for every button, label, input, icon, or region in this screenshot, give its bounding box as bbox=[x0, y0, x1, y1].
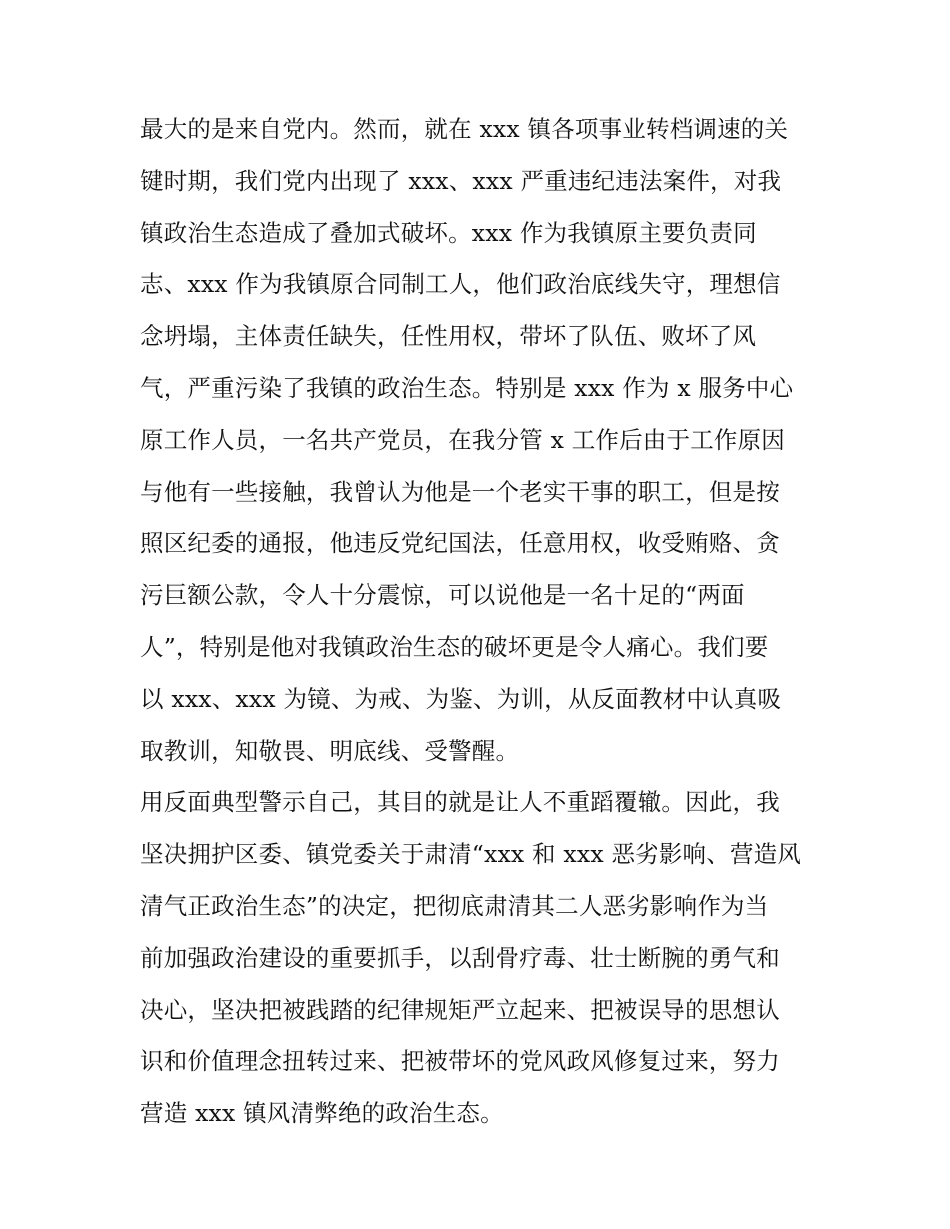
text-line: 人”，特别是他对我镇政治生态的破坏更是令人痛心。我们要 bbox=[140, 632, 769, 661]
text-line: 营造 xxx 镇风清弊绝的政治生态。 bbox=[140, 1099, 504, 1128]
text-line: 志、xxx 作为我镇原合同制工人，他们政治底线失守，理想信 bbox=[140, 270, 781, 299]
text-line: 清气正政治生态”的决定，把彻底肃清其二人恶劣影响作为当 bbox=[140, 891, 769, 920]
text-line: 坚决拥护区委、镇党委关于肃清“xxx 和 xxx 恶劣影响、营造风 bbox=[140, 840, 802, 869]
text-line: 镇政治生态造成了叠加式破坏。xxx 作为我镇原主要负责同 bbox=[140, 218, 757, 247]
text-line: 识和价值理念扭转过来、把被带坏的党风政风修复过来，努力 bbox=[140, 1047, 780, 1076]
text-line: 与他有一些接触，我曾认为他是一个老实干事的职工，但是按 bbox=[140, 477, 780, 506]
text-line: 前加强政治建设的重要抓手，以刮骨疗毒、壮士断腕的勇气和 bbox=[140, 943, 780, 972]
text-line: 原工作人员，一名共产党员，在我分管 x 工作后由于工作原因 bbox=[140, 425, 785, 454]
text-line: 键时期，我们党内出现了 xxx、xxx 严重违纪违法案件，对我 bbox=[140, 166, 782, 195]
text-line: 念坍塌，主体责任缺失，任性用权，带坏了队伍、败坏了风 bbox=[140, 322, 757, 351]
text-line: 取教训，知敬畏、明底线、受警醒。 bbox=[140, 736, 520, 765]
text-line: 以 xxx、xxx 为镜、为戒、为鉴、为训，从反面教材中认真吸 bbox=[140, 684, 782, 713]
body-text bbox=[140, 106, 820, 1142]
text-line: 决心，坚决把被践踏的纪律规矩严立起来、把被误导的思想认 bbox=[140, 995, 780, 1024]
text-line: 最大的是来自党内。然而，就在 xxx 镇各项事业转档调速的关 bbox=[140, 115, 789, 143]
text-line: 照区纪委的通报，他违反党纪国法，任意用权，收受贿赂、贪 bbox=[140, 529, 780, 558]
text-line: 用反面典型警示自己，其目的就是让人不重蹈覆辙。因此，我 bbox=[140, 788, 780, 817]
text-line: 气，严重污染了我镇的政治生态。特别是 xxx 作为 x 服务中心 bbox=[140, 373, 794, 402]
text-line: 污巨额公款，令人十分震惊，可以说他是一名十足的“两面 bbox=[140, 581, 745, 610]
